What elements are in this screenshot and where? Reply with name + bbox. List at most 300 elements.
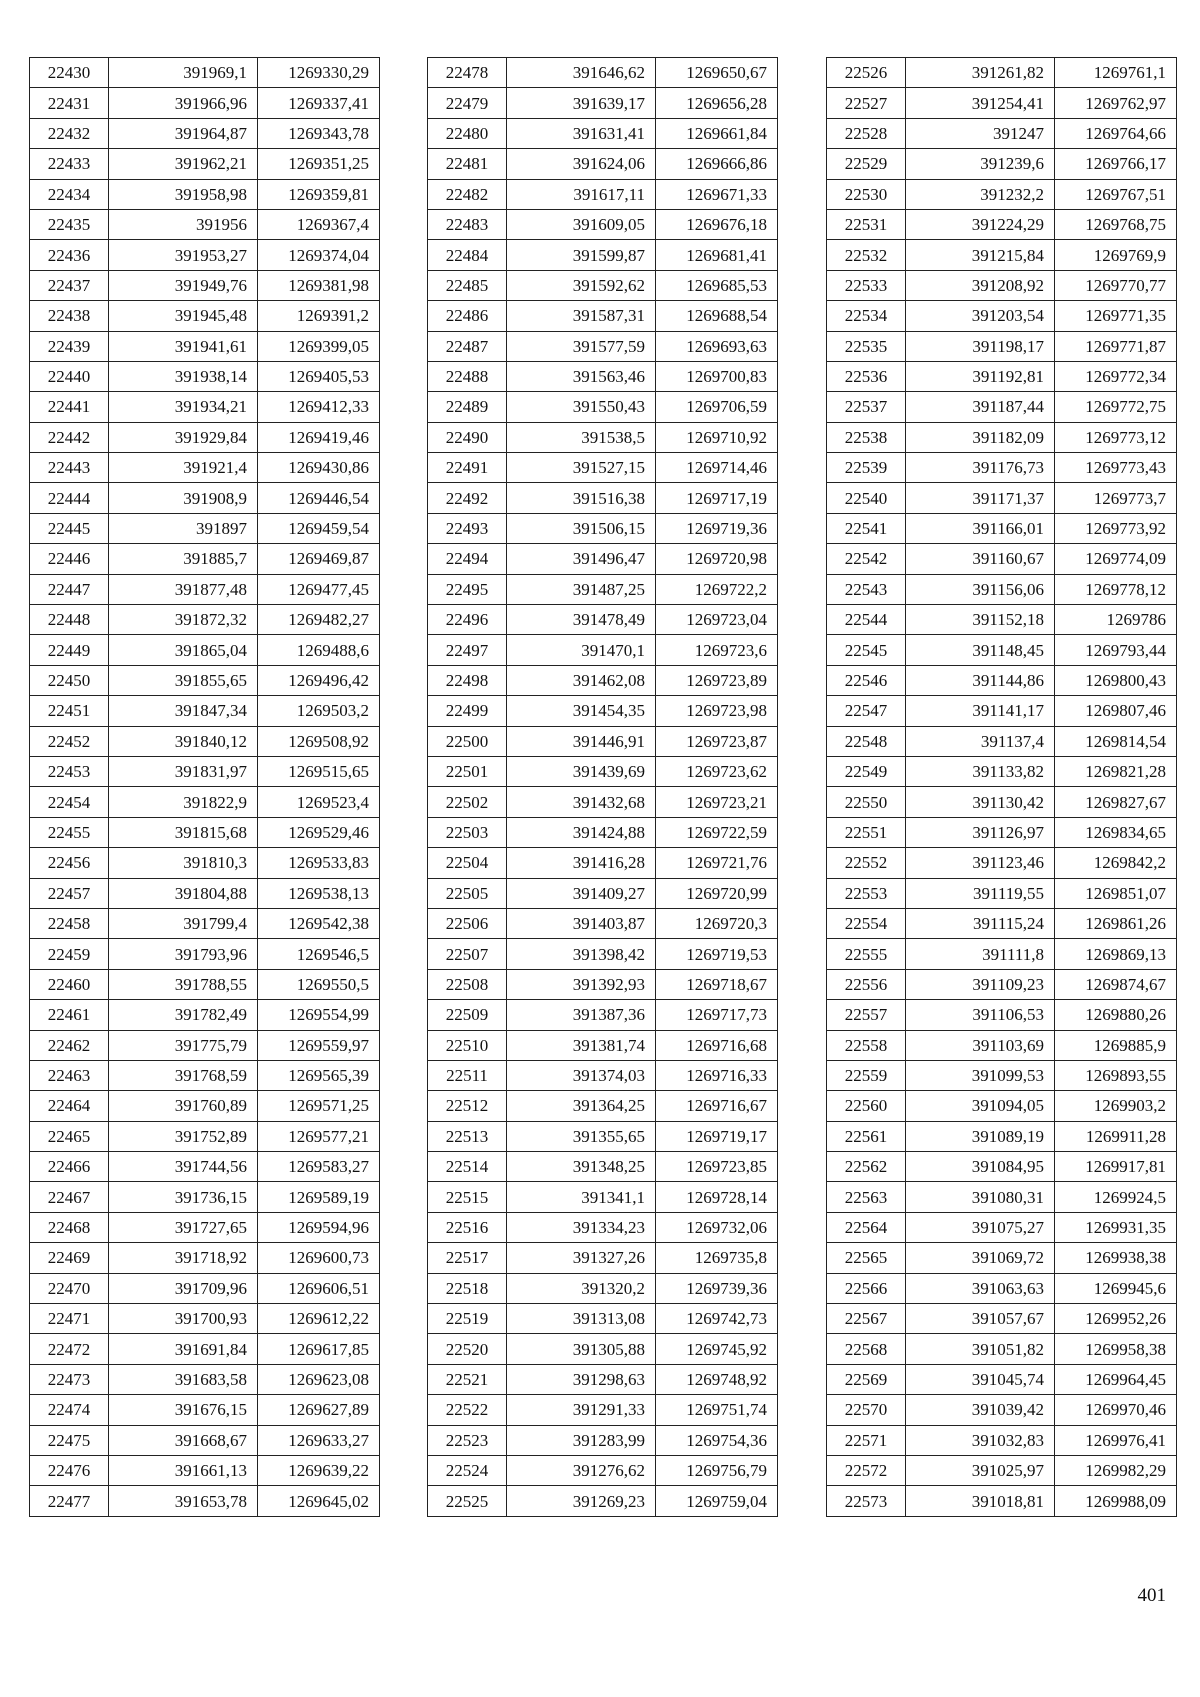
y-coordinate: 1269735,8	[656, 1243, 778, 1273]
point-number: 22539	[827, 453, 906, 483]
point-number: 22546	[827, 665, 906, 695]
y-coordinate: 1269793,44	[1055, 635, 1177, 665]
x-coordinate: 391103,69	[906, 1030, 1055, 1060]
x-coordinate: 391949,76	[109, 270, 258, 300]
point-number: 22477	[30, 1486, 109, 1516]
y-coordinate: 1269958,38	[1055, 1334, 1177, 1364]
y-coordinate: 1269834,65	[1055, 817, 1177, 847]
y-coordinate: 1269719,36	[656, 513, 778, 543]
x-coordinate: 391232,2	[906, 179, 1055, 209]
y-coordinate: 1269728,14	[656, 1182, 778, 1212]
y-coordinate: 1269716,67	[656, 1091, 778, 1121]
point-number: 22499	[428, 696, 507, 726]
y-coordinate: 1269508,92	[258, 726, 380, 756]
x-coordinate: 391462,08	[507, 665, 656, 695]
y-coordinate: 1269766,17	[1055, 149, 1177, 179]
point-number: 22487	[428, 331, 507, 361]
point-number: 22490	[428, 422, 507, 452]
y-coordinate: 1269700,83	[656, 361, 778, 391]
y-coordinate: 1269681,41	[656, 240, 778, 270]
x-coordinate: 391847,34	[109, 696, 258, 726]
y-coordinate: 1269710,92	[656, 422, 778, 452]
point-number: 22496	[428, 605, 507, 635]
x-coordinate: 391254,41	[906, 88, 1055, 118]
x-coordinate: 391822,9	[109, 787, 258, 817]
x-coordinate: 391424,88	[507, 817, 656, 847]
point-number: 22528	[827, 118, 906, 148]
table-body	[428, 58, 778, 1517]
y-coordinate: 1269714,46	[656, 453, 778, 483]
x-coordinate: 391137,4	[906, 726, 1055, 756]
x-coordinate: 391057,67	[906, 1304, 1055, 1334]
y-coordinate: 1269827,67	[1055, 787, 1177, 817]
table-row	[30, 1121, 380, 1151]
table-row	[30, 635, 380, 665]
table-row	[827, 1425, 1177, 1455]
x-coordinate: 391538,5	[507, 422, 656, 452]
table-row	[428, 635, 778, 665]
table-row	[428, 1304, 778, 1334]
table-row	[30, 88, 380, 118]
table-row	[30, 665, 380, 695]
x-coordinate: 391160,67	[906, 544, 1055, 574]
x-coordinate: 391115,24	[906, 908, 1055, 938]
table-row	[428, 118, 778, 148]
x-coordinate: 391775,79	[109, 1030, 258, 1060]
table-row	[30, 209, 380, 239]
y-coordinate: 1269773,12	[1055, 422, 1177, 452]
table-row	[30, 574, 380, 604]
point-number: 22438	[30, 301, 109, 331]
x-coordinate: 391550,43	[507, 392, 656, 422]
x-coordinate: 391929,84	[109, 422, 258, 452]
table-row	[30, 1364, 380, 1394]
coordinates-table-3	[826, 57, 1177, 1517]
point-number: 22532	[827, 240, 906, 270]
x-coordinate: 391094,05	[906, 1091, 1055, 1121]
y-coordinate: 1269577,21	[258, 1121, 380, 1151]
table-row	[827, 361, 1177, 391]
table-row	[827, 1304, 1177, 1334]
y-coordinate: 1269676,18	[656, 209, 778, 239]
x-coordinate: 391577,59	[507, 331, 656, 361]
table-row	[827, 453, 1177, 483]
point-number: 22515	[428, 1182, 507, 1212]
y-coordinate: 1269911,28	[1055, 1121, 1177, 1151]
y-coordinate: 1269565,39	[258, 1060, 380, 1090]
x-coordinate: 391432,68	[507, 787, 656, 817]
x-coordinate: 391661,13	[109, 1455, 258, 1485]
y-coordinate: 1269496,42	[258, 665, 380, 695]
table-row	[428, 1395, 778, 1425]
y-coordinate: 1269917,81	[1055, 1152, 1177, 1182]
x-coordinate: 391269,23	[507, 1486, 656, 1516]
table-row	[428, 1182, 778, 1212]
y-coordinate: 1269359,81	[258, 179, 380, 209]
table-row	[428, 1486, 778, 1516]
y-coordinate: 1269720,3	[656, 908, 778, 938]
point-number: 22520	[428, 1334, 507, 1364]
y-coordinate: 1269546,5	[258, 939, 380, 969]
point-number: 22488	[428, 361, 507, 391]
x-coordinate: 391208,92	[906, 270, 1055, 300]
table-row	[827, 878, 1177, 908]
table-row	[30, 817, 380, 847]
point-number: 22547	[827, 696, 906, 726]
x-coordinate: 391958,98	[109, 179, 258, 209]
y-coordinate: 1269756,79	[656, 1455, 778, 1485]
table-row	[30, 1486, 380, 1516]
x-coordinate: 391799,4	[109, 908, 258, 938]
y-coordinate: 1269633,27	[258, 1425, 380, 1455]
point-number: 22461	[30, 1000, 109, 1030]
y-coordinate: 1269430,86	[258, 453, 380, 483]
x-coordinate: 391964,87	[109, 118, 258, 148]
point-number: 22559	[827, 1060, 906, 1090]
x-coordinate: 391051,82	[906, 1334, 1055, 1364]
y-coordinate: 1269723,62	[656, 756, 778, 786]
table-row	[428, 1455, 778, 1485]
y-coordinate: 1269861,26	[1055, 908, 1177, 938]
y-coordinate: 1269571,25	[258, 1091, 380, 1121]
table-row	[428, 483, 778, 513]
point-number: 22523	[428, 1425, 507, 1455]
table-row	[30, 240, 380, 270]
table-row	[827, 787, 1177, 817]
x-coordinate: 391327,26	[507, 1243, 656, 1273]
y-coordinate: 1269880,26	[1055, 1000, 1177, 1030]
y-coordinate: 1269706,59	[656, 392, 778, 422]
y-coordinate: 1269723,21	[656, 787, 778, 817]
x-coordinate: 391334,23	[507, 1212, 656, 1242]
table-row	[428, 1425, 778, 1455]
point-number: 22508	[428, 969, 507, 999]
y-coordinate: 1269645,02	[258, 1486, 380, 1516]
point-number: 22450	[30, 665, 109, 695]
y-coordinate: 1269772,34	[1055, 361, 1177, 391]
point-number: 22510	[428, 1030, 507, 1060]
point-number: 22572	[827, 1455, 906, 1485]
y-coordinate: 1269656,28	[656, 88, 778, 118]
table-row	[428, 787, 778, 817]
table-row	[428, 392, 778, 422]
x-coordinate: 391938,14	[109, 361, 258, 391]
x-coordinate: 391872,32	[109, 605, 258, 635]
table-row	[827, 817, 1177, 847]
y-coordinate: 1269488,6	[258, 635, 380, 665]
y-coordinate: 1269723,04	[656, 605, 778, 635]
point-number: 22552	[827, 848, 906, 878]
x-coordinate: 391099,53	[906, 1060, 1055, 1090]
table-row	[428, 878, 778, 908]
y-coordinate: 1269330,29	[258, 58, 380, 88]
point-number: 22542	[827, 544, 906, 574]
point-number: 22467	[30, 1182, 109, 1212]
x-coordinate: 391387,36	[507, 1000, 656, 1030]
table-row	[30, 1243, 380, 1273]
table-row	[428, 240, 778, 270]
x-coordinate: 391247	[906, 118, 1055, 148]
table-row	[30, 1152, 380, 1182]
point-number: 22514	[428, 1152, 507, 1182]
y-coordinate: 1269945,6	[1055, 1273, 1177, 1303]
table-row	[827, 1395, 1177, 1425]
point-number: 22472	[30, 1334, 109, 1364]
coordinates-table-2	[427, 57, 778, 1517]
table-row	[827, 1030, 1177, 1060]
y-coordinate: 1269800,43	[1055, 665, 1177, 695]
point-number: 22475	[30, 1425, 109, 1455]
point-number: 22481	[428, 149, 507, 179]
x-coordinate: 391313,08	[507, 1304, 656, 1334]
y-coordinate: 1269612,22	[258, 1304, 380, 1334]
y-coordinate: 1269842,2	[1055, 848, 1177, 878]
table-row	[428, 149, 778, 179]
x-coordinate: 391409,27	[507, 878, 656, 908]
table-row	[30, 1182, 380, 1212]
x-coordinate: 391439,69	[507, 756, 656, 786]
table-row	[827, 544, 1177, 574]
table-row	[428, 513, 778, 543]
y-coordinate: 1269719,53	[656, 939, 778, 969]
point-number: 22431	[30, 88, 109, 118]
table-row	[30, 1091, 380, 1121]
point-number: 22456	[30, 848, 109, 878]
x-coordinate: 391239,6	[906, 149, 1055, 179]
y-coordinate: 1269938,38	[1055, 1243, 1177, 1273]
x-coordinate: 391018,81	[906, 1486, 1055, 1516]
table-row	[428, 939, 778, 969]
point-number: 22469	[30, 1243, 109, 1273]
y-coordinate: 1269814,54	[1055, 726, 1177, 756]
x-coordinate: 391496,47	[507, 544, 656, 574]
y-coordinate: 1269786	[1055, 605, 1177, 635]
point-number: 22566	[827, 1273, 906, 1303]
point-number: 22540	[827, 483, 906, 513]
point-number: 22435	[30, 209, 109, 239]
point-number: 22534	[827, 301, 906, 331]
point-number: 22451	[30, 696, 109, 726]
table-row	[30, 878, 380, 908]
table-row	[827, 1364, 1177, 1394]
x-coordinate: 391089,19	[906, 1121, 1055, 1151]
table-row	[827, 88, 1177, 118]
table-row	[827, 848, 1177, 878]
y-coordinate: 1269761,1	[1055, 58, 1177, 88]
point-number: 22522	[428, 1395, 507, 1425]
table-row	[827, 58, 1177, 88]
y-coordinate: 1269988,09	[1055, 1486, 1177, 1516]
point-number: 22538	[827, 422, 906, 452]
x-coordinate: 391224,29	[906, 209, 1055, 239]
table-row	[827, 696, 1177, 726]
x-coordinate: 391587,31	[507, 301, 656, 331]
x-coordinate: 391187,44	[906, 392, 1055, 422]
y-coordinate: 1269343,78	[258, 118, 380, 148]
y-coordinate: 1269732,06	[656, 1212, 778, 1242]
point-number: 22524	[428, 1455, 507, 1485]
x-coordinate: 391198,17	[906, 331, 1055, 361]
x-coordinate: 391810,3	[109, 848, 258, 878]
x-coordinate: 391276,62	[507, 1455, 656, 1485]
table-row	[30, 1273, 380, 1303]
x-coordinate: 391885,7	[109, 544, 258, 574]
point-number: 22466	[30, 1152, 109, 1182]
y-coordinate: 1269482,27	[258, 605, 380, 635]
point-number: 22498	[428, 665, 507, 695]
table-row	[827, 422, 1177, 452]
point-number: 22567	[827, 1304, 906, 1334]
y-coordinate: 1269554,99	[258, 1000, 380, 1030]
x-coordinate: 391119,55	[906, 878, 1055, 908]
y-coordinate: 1269874,67	[1055, 969, 1177, 999]
x-coordinate: 391921,4	[109, 453, 258, 483]
table-row	[827, 726, 1177, 756]
y-coordinate: 1269764,66	[1055, 118, 1177, 148]
point-number: 22564	[827, 1212, 906, 1242]
point-number: 22494	[428, 544, 507, 574]
x-coordinate: 391752,89	[109, 1121, 258, 1151]
x-coordinate: 391668,67	[109, 1425, 258, 1455]
table-row	[827, 331, 1177, 361]
point-number: 22493	[428, 513, 507, 543]
table-row	[428, 848, 778, 878]
y-coordinate: 1269600,73	[258, 1243, 380, 1273]
y-coordinate: 1269337,41	[258, 88, 380, 118]
y-coordinate: 1269351,25	[258, 149, 380, 179]
x-coordinate: 391953,27	[109, 240, 258, 270]
y-coordinate: 1269720,99	[656, 878, 778, 908]
y-coordinate: 1269851,07	[1055, 878, 1177, 908]
y-coordinate: 1269559,97	[258, 1030, 380, 1060]
x-coordinate: 391182,09	[906, 422, 1055, 452]
point-number: 22505	[428, 878, 507, 908]
table-row	[428, 1060, 778, 1090]
coordinates-table-1	[29, 57, 380, 1517]
x-coordinate: 391341,1	[507, 1182, 656, 1212]
y-coordinate: 1269650,67	[656, 58, 778, 88]
y-coordinate: 1269739,36	[656, 1273, 778, 1303]
x-coordinate: 391653,78	[109, 1486, 258, 1516]
point-number: 22568	[827, 1334, 906, 1364]
point-number: 22485	[428, 270, 507, 300]
x-coordinate: 391106,53	[906, 1000, 1055, 1030]
table-row	[428, 544, 778, 574]
y-coordinate: 1269723,87	[656, 726, 778, 756]
x-coordinate: 391831,97	[109, 756, 258, 786]
point-number: 22489	[428, 392, 507, 422]
x-coordinate: 391080,31	[906, 1182, 1055, 1212]
point-number: 22470	[30, 1273, 109, 1303]
point-number: 22571	[827, 1425, 906, 1455]
point-number: 22482	[428, 179, 507, 209]
table-row	[30, 118, 380, 148]
table-row	[827, 1091, 1177, 1121]
y-coordinate: 1269952,26	[1055, 1304, 1177, 1334]
table-row	[30, 544, 380, 574]
point-number: 22444	[30, 483, 109, 513]
y-coordinate: 1269773,43	[1055, 453, 1177, 483]
x-coordinate: 391804,88	[109, 878, 258, 908]
table-row	[428, 1364, 778, 1394]
point-number: 22442	[30, 422, 109, 452]
point-number: 22549	[827, 756, 906, 786]
table-row	[30, 908, 380, 938]
y-coordinate: 1269821,28	[1055, 756, 1177, 786]
point-number: 22491	[428, 453, 507, 483]
table-row	[827, 665, 1177, 695]
table-row	[428, 574, 778, 604]
y-coordinate: 1269770,77	[1055, 270, 1177, 300]
x-coordinate: 391348,25	[507, 1152, 656, 1182]
table-row	[428, 1334, 778, 1364]
x-coordinate: 391788,55	[109, 969, 258, 999]
y-coordinate: 1269964,45	[1055, 1364, 1177, 1394]
table-row	[428, 179, 778, 209]
point-number: 22486	[428, 301, 507, 331]
table-row	[827, 1455, 1177, 1485]
y-coordinate: 1269722,59	[656, 817, 778, 847]
point-number: 22453	[30, 756, 109, 786]
point-number: 22497	[428, 635, 507, 665]
y-coordinate: 1269723,89	[656, 665, 778, 695]
point-number: 22557	[827, 1000, 906, 1030]
y-coordinate: 1269503,2	[258, 696, 380, 726]
x-coordinate: 391203,54	[906, 301, 1055, 331]
point-number: 22512	[428, 1091, 507, 1121]
point-number: 22516	[428, 1212, 507, 1242]
x-coordinate: 391416,28	[507, 848, 656, 878]
point-number: 22471	[30, 1304, 109, 1334]
y-coordinate: 1269772,75	[1055, 392, 1177, 422]
y-coordinate: 1269771,35	[1055, 301, 1177, 331]
point-number: 22434	[30, 179, 109, 209]
x-coordinate: 391793,96	[109, 939, 258, 969]
y-coordinate: 1269723,6	[656, 635, 778, 665]
point-number: 22459	[30, 939, 109, 969]
table-row	[30, 1304, 380, 1334]
x-coordinate: 391063,63	[906, 1273, 1055, 1303]
y-coordinate: 1269931,35	[1055, 1212, 1177, 1242]
y-coordinate: 1269367,4	[258, 209, 380, 239]
point-number: 22441	[30, 392, 109, 422]
x-coordinate: 391527,15	[507, 453, 656, 483]
table-row	[827, 1152, 1177, 1182]
x-coordinate: 391039,42	[906, 1395, 1055, 1425]
y-coordinate: 1269477,45	[258, 574, 380, 604]
x-coordinate: 391815,68	[109, 817, 258, 847]
table-row	[428, 1212, 778, 1242]
y-coordinate: 1269459,54	[258, 513, 380, 543]
x-coordinate: 391025,97	[906, 1455, 1055, 1485]
point-number: 22543	[827, 574, 906, 604]
table-row	[428, 696, 778, 726]
y-coordinate: 1269412,33	[258, 392, 380, 422]
y-coordinate: 1269754,36	[656, 1425, 778, 1455]
x-coordinate: 391045,74	[906, 1364, 1055, 1394]
table-row	[30, 605, 380, 635]
point-number: 22569	[827, 1364, 906, 1394]
x-coordinate: 391700,93	[109, 1304, 258, 1334]
point-number: 22465	[30, 1121, 109, 1151]
table-row	[827, 756, 1177, 786]
x-coordinate: 391676,15	[109, 1395, 258, 1425]
point-number: 22565	[827, 1243, 906, 1273]
point-number: 22446	[30, 544, 109, 574]
x-coordinate: 391646,62	[507, 58, 656, 88]
table-row	[827, 179, 1177, 209]
y-coordinate: 1269778,12	[1055, 574, 1177, 604]
